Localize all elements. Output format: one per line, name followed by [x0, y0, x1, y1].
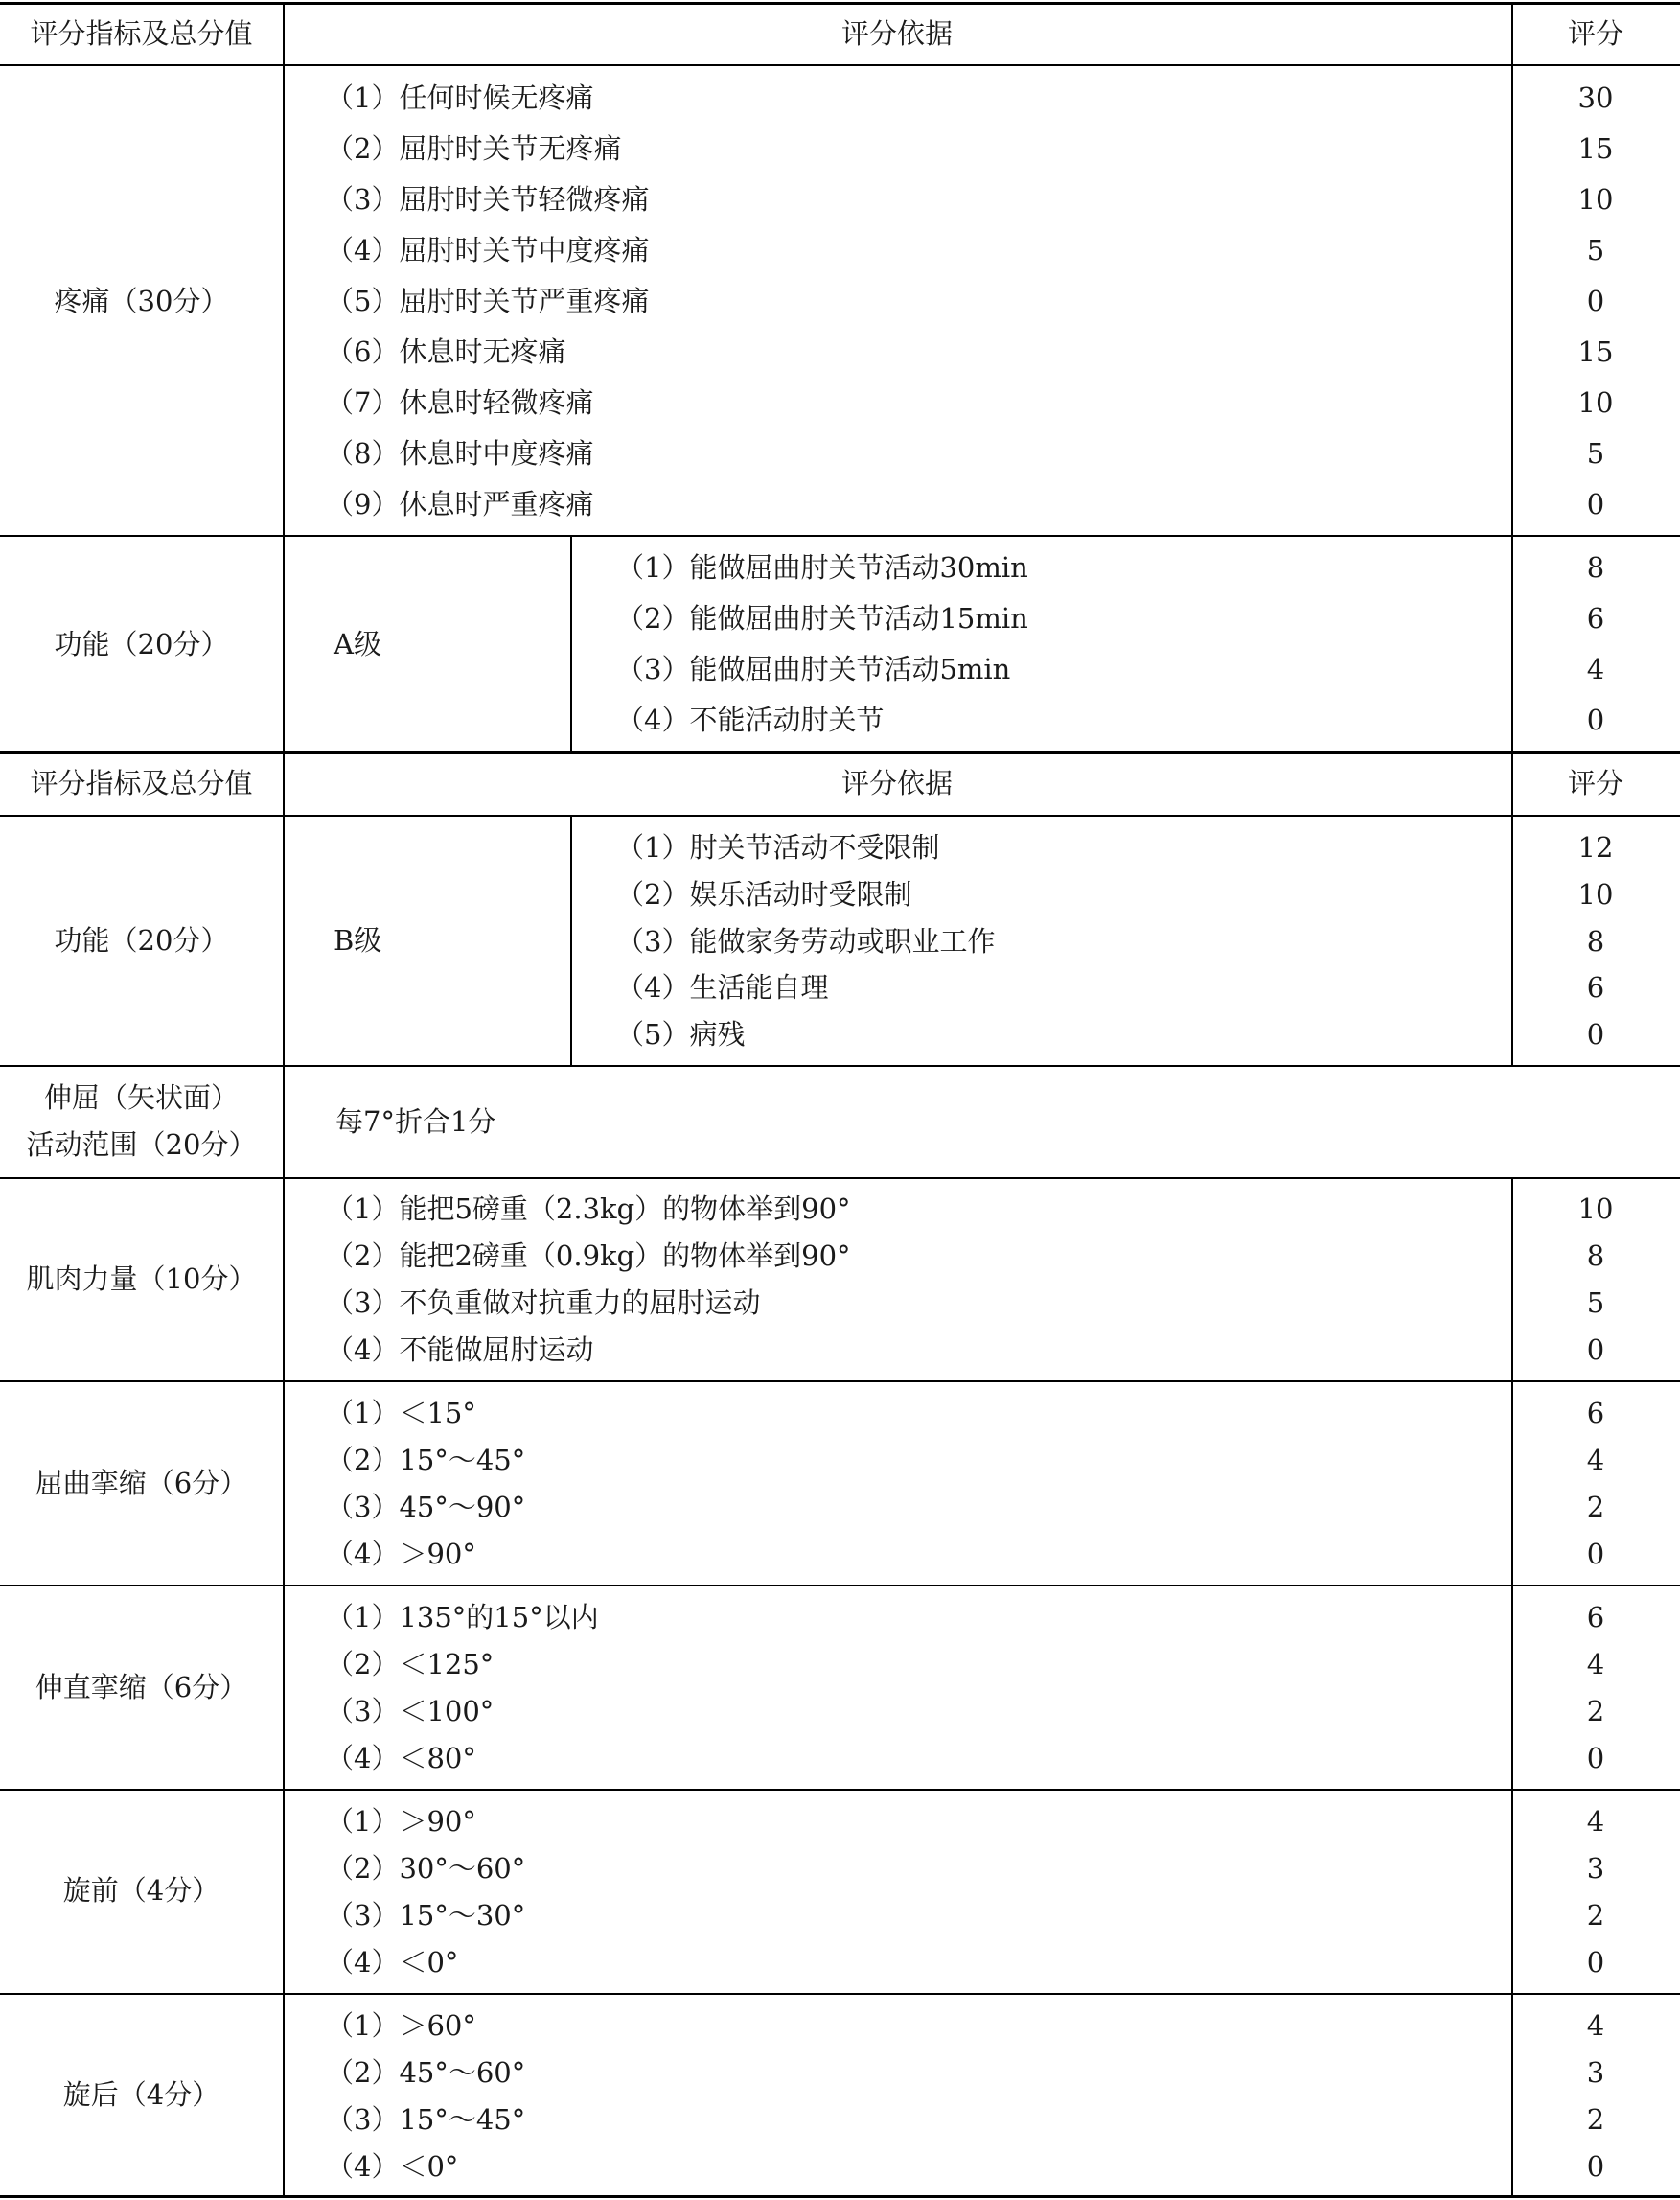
- item-score: 10: [1577, 183, 1614, 216]
- criterion-item: （1）135°的15°以内: [326, 1601, 599, 1633]
- table-rule: [0, 64, 1680, 66]
- item-score: 2: [1586, 2103, 1605, 2136]
- item-score: 3: [1586, 1852, 1605, 1885]
- criterion-label: 旋后（4分）: [62, 2078, 220, 2111]
- criterion-item: （3）45°～90°: [326, 1491, 526, 1523]
- item-score: 15: [1577, 336, 1614, 368]
- item-score: 4: [1586, 653, 1605, 685]
- criterion-item: （2）屈肘时关节无疼痛: [326, 132, 622, 165]
- item-score: 4: [1586, 1648, 1605, 1680]
- criterion-item: （4）＜80°: [326, 1742, 476, 1774]
- table-rule: [0, 1585, 1680, 1586]
- column-rule: [570, 815, 572, 1065]
- item-score: 0: [1586, 1333, 1605, 1366]
- criterion-item: （4）＜0°: [326, 1946, 459, 1979]
- item-score: 0: [1586, 488, 1605, 521]
- table-rule: [0, 1177, 1680, 1179]
- criterion-item: （5）屈肘时关节严重疼痛: [326, 285, 650, 317]
- criterion-item: （4）＞90°: [326, 1538, 476, 1570]
- header-indicator: 评分指标及总分值: [30, 17, 253, 50]
- item-score: 4: [1586, 1444, 1605, 1476]
- column-rule: [1511, 1177, 1513, 2197]
- criterion-label: 活动范围（20分）: [26, 1128, 257, 1161]
- criterion-item: （9）休息时严重疼痛: [326, 488, 594, 521]
- criterion-item: （3）15°～45°: [326, 2103, 526, 2136]
- item-score: 5: [1586, 1286, 1605, 1319]
- table-rule: [0, 751, 1680, 754]
- item-score: 2: [1586, 1491, 1605, 1523]
- criterion-item: （4）＜0°: [326, 2150, 459, 2183]
- item-score: 0: [1586, 704, 1605, 736]
- item-score: 2: [1586, 1695, 1605, 1727]
- criterion-item: （2）45°～60°: [326, 2056, 526, 2089]
- table-rule: [0, 535, 1680, 537]
- item-score: 0: [1586, 1742, 1605, 1774]
- item-score: 0: [1586, 2150, 1605, 2183]
- item-score: 6: [1586, 1397, 1605, 1429]
- criterion-label: 伸屈（矢状面）: [43, 1081, 239, 1114]
- criterion-item: （2）＜125°: [326, 1648, 495, 1680]
- header-basis: 评分依据: [840, 17, 953, 50]
- criterion-label: 肌肉力量（10分）: [26, 1262, 257, 1295]
- item-score: 4: [1586, 1805, 1605, 1838]
- table-rule: [0, 1993, 1680, 1995]
- item-score: 2: [1586, 1899, 1605, 1932]
- criterion-item: （1）＞90°: [326, 1805, 476, 1838]
- criterion-item: （1）肘关节活动不受限制: [616, 831, 940, 864]
- item-score: 5: [1586, 437, 1605, 470]
- criterion-item: （3）不负重做对抗重力的屈肘运动: [326, 1286, 761, 1319]
- criterion-label: 旋前（4分）: [62, 1874, 220, 1907]
- item-score: 5: [1586, 234, 1605, 266]
- criterion-label: 疼痛（30分）: [54, 285, 229, 317]
- column-rule: [283, 2, 285, 2197]
- criterion-item: （2）30°～60°: [326, 1852, 526, 1885]
- criterion-item: （4）生活能自理: [616, 971, 829, 1005]
- criterion-label: 功能（20分）: [54, 628, 229, 660]
- criterion-item: （2）能做屈曲肘关节活动15min: [616, 602, 1028, 635]
- table-rule: [0, 1380, 1680, 1382]
- table-rule: [0, 2, 1680, 5]
- item-score: 4: [1586, 2009, 1605, 2042]
- criterion-item: （4）屈肘时关节中度疼痛: [326, 234, 650, 266]
- criterion-item: （8）休息时中度疼痛: [326, 437, 594, 470]
- criterion-item: （4）不能活动肘关节: [616, 704, 885, 736]
- criterion-item: （5）病残: [616, 1018, 746, 1052]
- table-rule: [0, 2195, 1680, 2198]
- criterion-item: （1）能把5磅重（2.3kg）的物体举到90°: [326, 1193, 851, 1225]
- criterion-label: 伸直挛缩（6分）: [35, 1671, 248, 1703]
- item-score: 0: [1586, 1538, 1605, 1570]
- criterion-item: （7）休息时轻微疼痛: [326, 386, 594, 419]
- item-score: 8: [1586, 551, 1605, 584]
- item-score: 10: [1577, 386, 1614, 419]
- criterion-label: 功能（20分）: [54, 924, 229, 957]
- table-rule: [0, 815, 1680, 817]
- header-score: 评分: [1567, 767, 1623, 799]
- criterion-item: （3）＜100°: [326, 1695, 495, 1727]
- item-score: 6: [1586, 602, 1605, 635]
- criterion-item: 每7°折合1分: [335, 1105, 496, 1138]
- criterion-item: （2）娱乐活动时受限制: [616, 877, 912, 911]
- grade-level: B级: [334, 924, 382, 957]
- criterion-item: （3）屈肘时关节轻微疼痛: [326, 183, 650, 216]
- criterion-item: （1）任何时候无疼痛: [326, 81, 594, 114]
- item-score: 30: [1577, 81, 1614, 114]
- item-score: 8: [1586, 924, 1605, 958]
- table-rule: [0, 1789, 1680, 1791]
- criterion-item: （2）能把2磅重（0.9kg）的物体举到90°: [326, 1239, 851, 1272]
- header-basis: 评分依据: [840, 767, 953, 799]
- item-score: 0: [1586, 1018, 1605, 1052]
- item-score: 0: [1586, 285, 1605, 317]
- column-rule: [570, 535, 572, 753]
- criterion-item: （6）休息时无疼痛: [326, 336, 566, 368]
- criterion-item: （3）15°～30°: [326, 1899, 526, 1932]
- criterion-item: （4）不能做屈肘运动: [326, 1333, 594, 1366]
- header-score: 评分: [1567, 17, 1623, 50]
- item-score: 15: [1577, 132, 1614, 165]
- item-score: 12: [1577, 831, 1614, 864]
- item-score: 6: [1586, 971, 1605, 1005]
- criterion-item: （1）＞60°: [326, 2009, 476, 2042]
- item-score: 3: [1586, 2056, 1605, 2089]
- grade-level: A级: [334, 628, 381, 660]
- criterion-item: （3）能做家务劳动或职业工作: [616, 924, 996, 958]
- table-rule: [0, 1065, 1680, 1067]
- criterion-item: （2）15°～45°: [326, 1444, 526, 1476]
- item-score: 10: [1577, 1193, 1614, 1225]
- criterion-label: 屈曲挛缩（6分）: [35, 1467, 248, 1499]
- header-indicator: 评分指标及总分值: [30, 767, 253, 799]
- criterion-item: （1）＜15°: [326, 1397, 476, 1429]
- item-score: 0: [1586, 1946, 1605, 1979]
- criterion-item: （3）能做屈曲肘关节活动5min: [616, 653, 1011, 685]
- criterion-item: （1）能做屈曲肘关节活动30min: [616, 551, 1028, 584]
- item-score: 6: [1586, 1601, 1605, 1633]
- item-score: 10: [1577, 877, 1614, 911]
- item-score: 8: [1586, 1239, 1605, 1272]
